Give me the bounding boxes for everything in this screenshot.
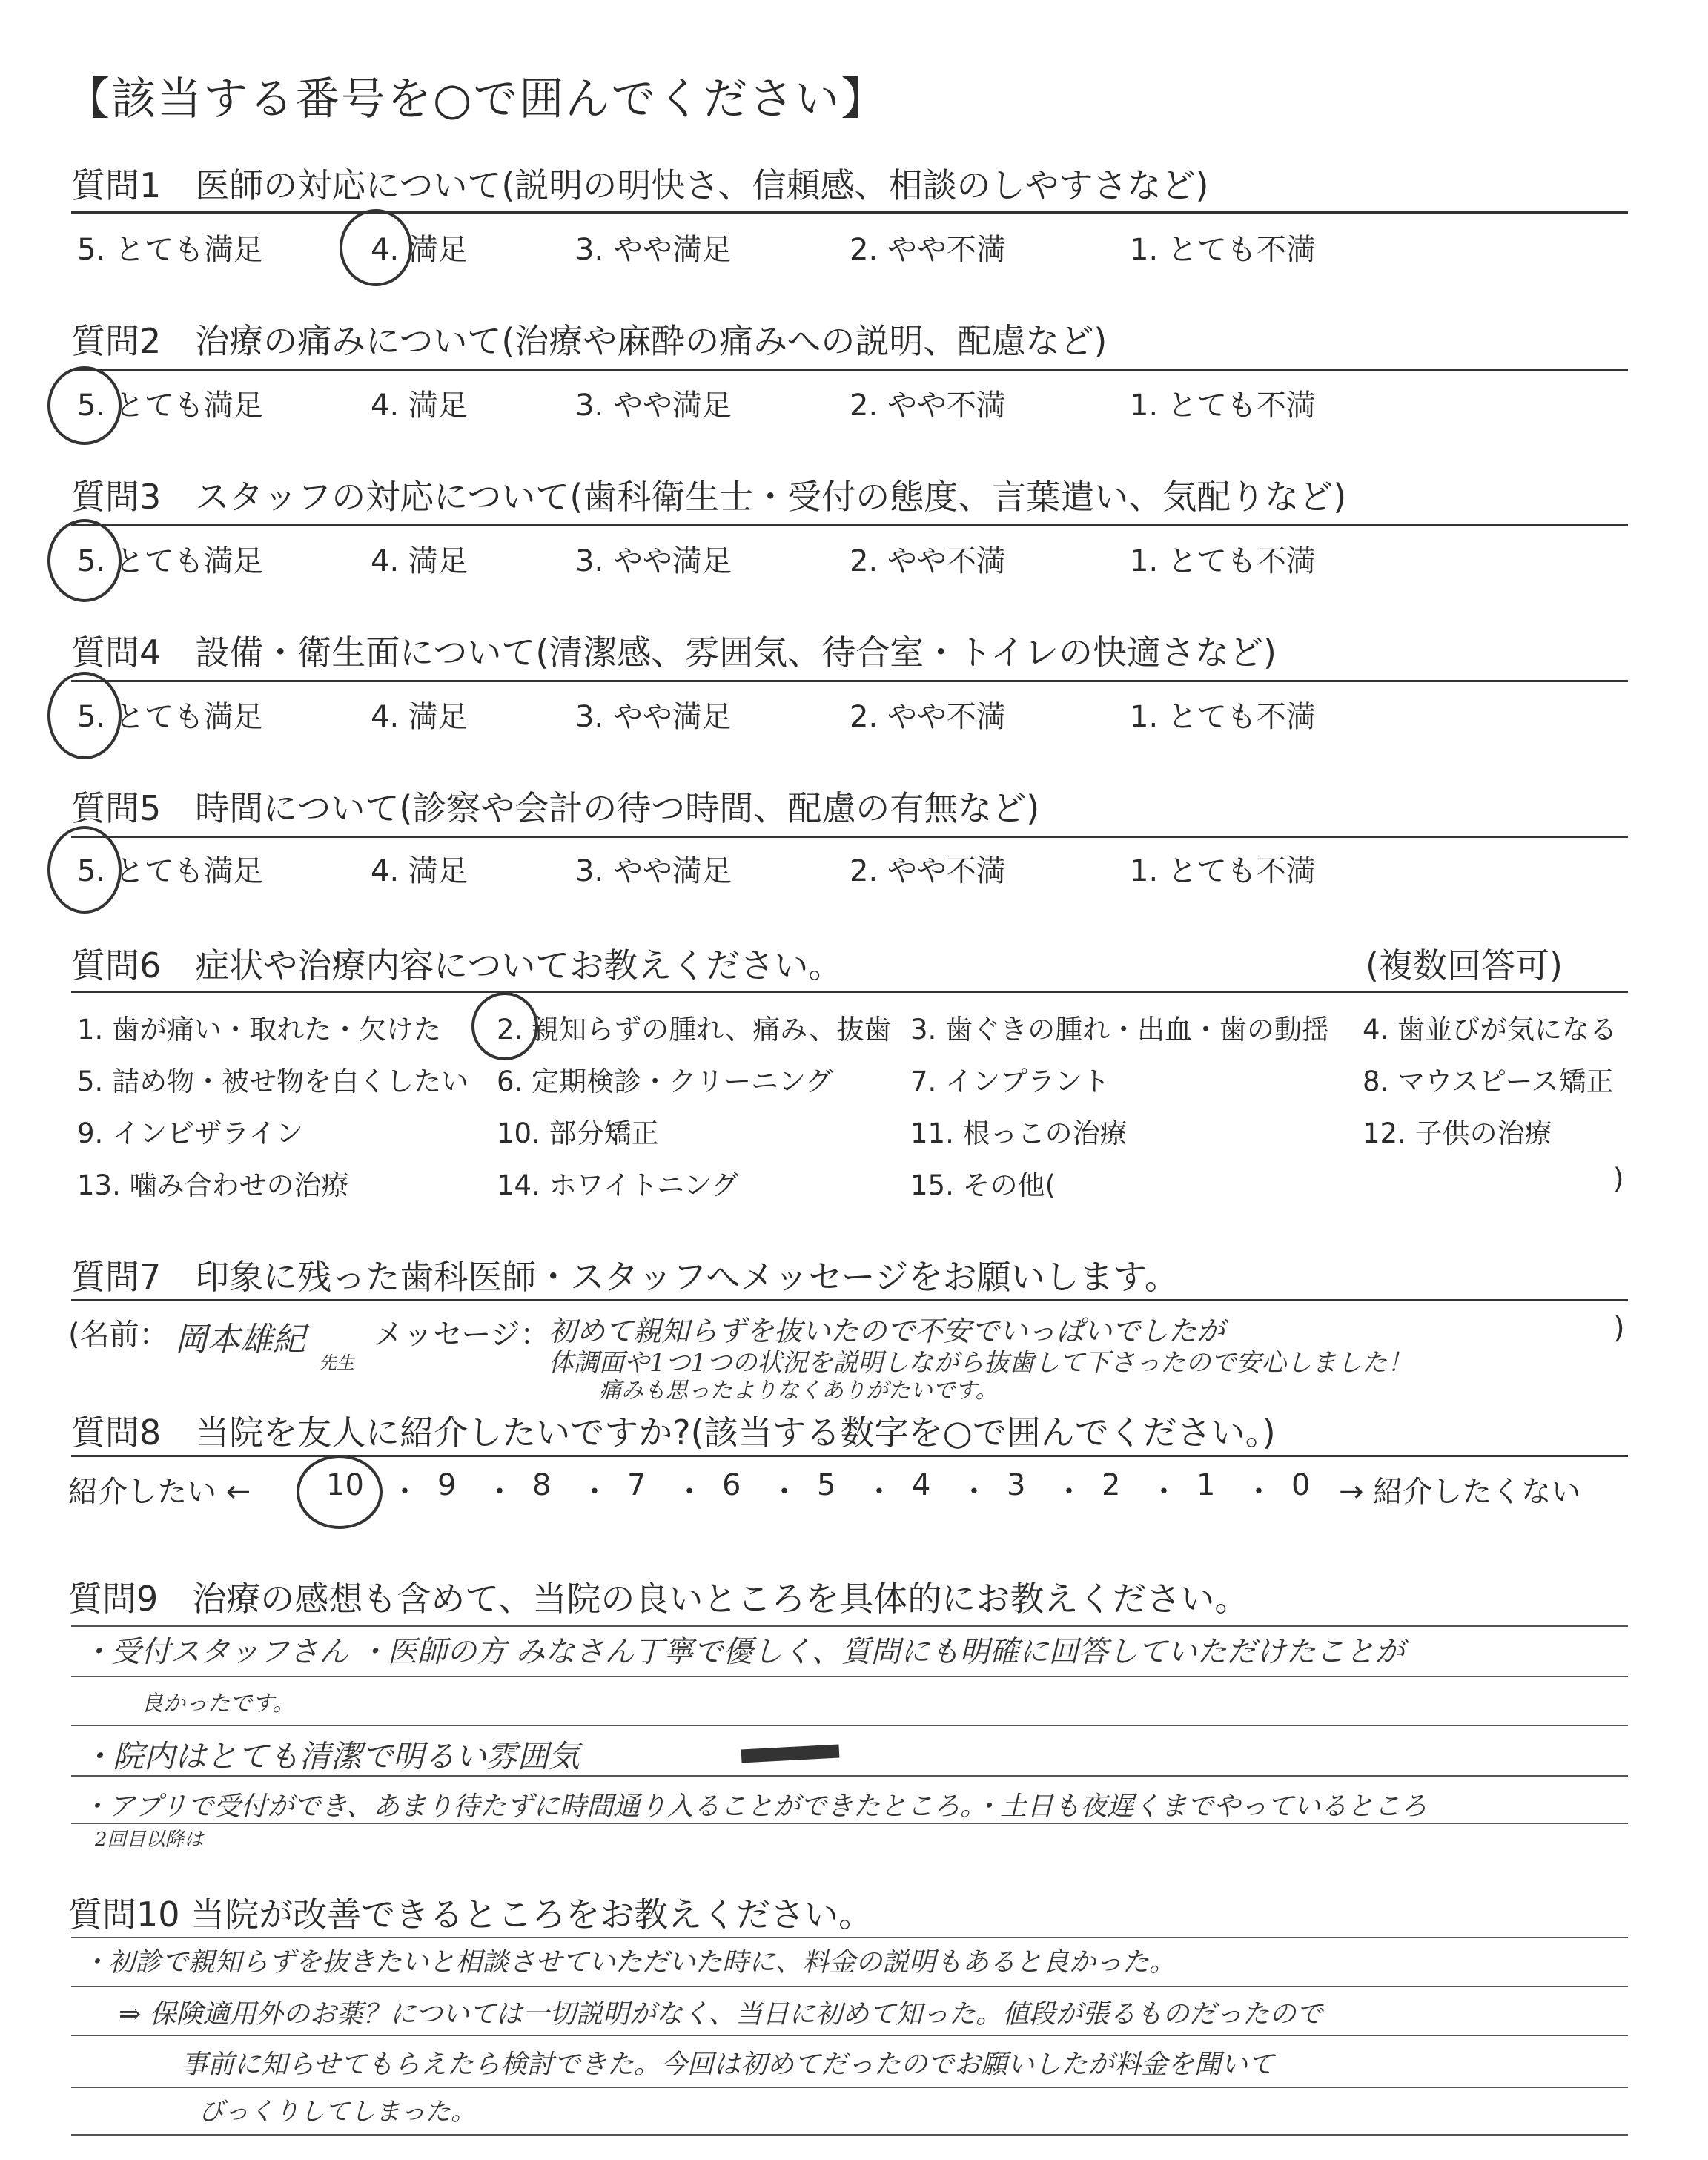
q6-option-11[interactable]: 11. 根っこの治療 <box>910 1117 1128 1149</box>
q6-option-13[interactable]: 13. 噛み合わせの治療 <box>77 1169 349 1201</box>
divider <box>71 1937 1628 1938</box>
q1-option-1[interactable]: 1. とても不満 <box>1130 233 1316 267</box>
scribble-strikeout <box>741 1745 840 1763</box>
divider <box>71 1455 1628 1457</box>
q1-option-3[interactable]: 3. やや満足 <box>575 233 732 267</box>
page-heading: 【該当する番号を○で囲んでください】 <box>65 73 887 125</box>
q6-option-14[interactable]: 14. ホワイトニング <box>497 1169 739 1201</box>
question-1-title: 質問1 医師の対応について(説明の明快さ、信頼感、相談のしやすさなど) <box>71 165 1209 205</box>
q2-option-2[interactable]: 2. やや不満 <box>850 389 1006 423</box>
q4-option-3[interactable]: 3. やや満足 <box>575 700 732 734</box>
q2-selection-circle <box>47 366 122 445</box>
q7-name-suffix: 先生 <box>319 1353 354 1373</box>
answer-rule <box>71 2035 1628 2036</box>
q8-right-label: → 紹介したくない <box>1339 1475 1581 1509</box>
question-9-title: 質問9 治療の感想も含めて、当院の良いところを具体的にお教えください。 <box>68 1579 1249 1619</box>
q6-option-12[interactable]: 12. 子供の治療 <box>1363 1117 1552 1149</box>
divider <box>71 680 1628 682</box>
q2-option-5[interactable]: 5. とても満足 <box>77 389 263 423</box>
q7-close-paren: ) <box>1613 1311 1625 1345</box>
q8-number-6[interactable]: 6 <box>722 1468 741 1502</box>
q3-option-3[interactable]: 3. やや満足 <box>575 544 732 578</box>
q9-answer-line-4[interactable]: ・アプリで受付ができ、あまり待たずに時間通り入ることができたところ。・土日も夜遅くまでやっているところ <box>82 1791 1428 1822</box>
q7-message-line-3[interactable]: 痛みも思ったよりなくありがたいです。 <box>599 1378 998 1404</box>
q8-number-3[interactable]: 3 <box>1007 1468 1026 1502</box>
q10-answer-line-4[interactable]: びっくりしてしまった。 <box>199 2097 476 2127</box>
q3-selection-circle <box>47 519 122 602</box>
divider <box>71 211 1628 214</box>
q8-number-10[interactable]: 10 <box>326 1468 364 1502</box>
q4-option-4[interactable]: 4. 満足 <box>371 700 468 734</box>
q6-option-2[interactable]: 2. 親知らずの腫れ、痛み、抜歯 <box>497 1014 892 1046</box>
q6-option-6[interactable]: 6. 定期検診・クリーニング <box>497 1066 833 1097</box>
q6-selection-circle <box>471 992 538 1060</box>
q5-option-5[interactable]: 5. とても満足 <box>77 854 263 888</box>
q8-dot: ・ <box>1054 1475 1084 1509</box>
q7-message-label: メッセージ： <box>374 1318 550 1352</box>
q8-number-2[interactable]: 2 <box>1102 1468 1121 1502</box>
q5-option-4[interactable]: 4. 満足 <box>371 854 468 888</box>
q10-answer-line-3[interactable]: 事前に知らせてもらえたら検討できた。今回は初めてだったのでお願いしたが料金を聞いて <box>181 2050 1274 2080</box>
q8-dot: ・ <box>580 1475 609 1509</box>
question-4-title: 質問4 設備・衛生面について(清潔感、雰囲気、待合室・トイレの快適さなど) <box>71 633 1277 673</box>
answer-rule <box>71 2134 1628 2136</box>
q6-option-5[interactable]: 5. 詰め物・被せ物を白くしたい <box>77 1066 469 1097</box>
answer-rule <box>71 1725 1628 1726</box>
question-7-title: 質問7 印象に残った歯科医師・スタッフへメッセージをお願いします。 <box>71 1257 1179 1297</box>
q8-number-8[interactable]: 8 <box>532 1468 552 1502</box>
q8-dot: ・ <box>959 1475 989 1509</box>
q6-option-15[interactable]: 15. その他( <box>910 1169 1056 1201</box>
q1-option-4[interactable]: 4. 満足 <box>371 233 468 267</box>
answer-rule <box>71 2087 1628 2088</box>
divider <box>71 369 1628 371</box>
q8-dot: ・ <box>769 1475 799 1509</box>
q8-number-5[interactable]: 5 <box>817 1468 836 1502</box>
question-3-title: 質問3 スタッフの対応について(歯科衛生士・受付の態度、言葉遣い、気配りなど) <box>71 477 1347 517</box>
q8-dot: ・ <box>864 1475 894 1509</box>
q1-option-5[interactable]: 5. とても満足 <box>77 233 263 267</box>
q4-option-1[interactable]: 1. とても不満 <box>1130 700 1316 734</box>
divider <box>71 836 1628 838</box>
q6-option-15-close: ) <box>1613 1163 1624 1195</box>
answer-rule <box>71 1676 1628 1677</box>
q2-option-3[interactable]: 3. やや満足 <box>575 389 732 423</box>
q3-option-4[interactable]: 4. 満足 <box>371 544 468 578</box>
q4-option-5[interactable]: 5. とても満足 <box>77 700 263 734</box>
question-6-note: (複数回答可) <box>1366 945 1563 985</box>
q6-option-3[interactable]: 3. 歯ぐきの腫れ・出血・歯の動揺 <box>910 1014 1330 1046</box>
q7-name-label: (名前： <box>68 1318 169 1352</box>
q1-option-2[interactable]: 2. やや不満 <box>850 233 1006 267</box>
q9-answer-line-2[interactable]: 良かったです。 <box>141 1691 295 1717</box>
q7-message-line-2[interactable]: 体調面や1つ1つの状況を説明しながら抜歯して下さったので安心しました！ <box>549 1348 1413 1378</box>
q6-option-10[interactable]: 10. 部分矯正 <box>497 1117 659 1149</box>
answer-rule <box>71 1986 1628 1987</box>
q9-answer-line-3[interactable]: ・院内はとても清潔で明るい雰囲気 <box>82 1738 580 1774</box>
question-2-title: 質問2 治療の痛みについて(治療や麻酔の痛みへの説明、配慮など) <box>71 321 1108 361</box>
q4-selection-circle <box>47 672 122 759</box>
q5-option-2[interactable]: 2. やや不満 <box>850 854 1006 888</box>
q5-option-1[interactable]: 1. とても不満 <box>1130 854 1316 888</box>
q9-answer-line-1[interactable]: ・受付スタッフさん ・医師の方 みなさん丁寧で優しく、質問にも明確に回答していただけたことが <box>82 1635 1405 1669</box>
q8-number-0[interactable]: 0 <box>1291 1468 1311 1502</box>
q6-option-7[interactable]: 7. インプラント <box>910 1066 1110 1097</box>
q3-option-2[interactable]: 2. やや不満 <box>850 544 1006 578</box>
question-8-title: 質問8 当院を友人に紹介したいですか?(該当する数字を○で囲んでください。) <box>71 1413 1276 1453</box>
question-6-title: 質問6 症状や治療内容についてお教えください。 <box>71 945 843 985</box>
q8-number-7[interactable]: 7 <box>627 1468 646 1502</box>
q8-left-label: 紹介したい ← <box>68 1475 251 1509</box>
q8-number-1[interactable]: 1 <box>1196 1468 1216 1502</box>
q5-option-3[interactable]: 3. やや満足 <box>575 854 732 888</box>
q7-message-line-1[interactable]: 初めて親知らずを抜いたので不安でいっぱいでしたが <box>549 1315 1225 1347</box>
divider <box>71 524 1628 526</box>
q2-option-4[interactable]: 4. 満足 <box>371 389 468 423</box>
q8-dot: ・ <box>675 1475 704 1509</box>
q6-option-8[interactable]: 8. マウスピース矯正 <box>1363 1066 1614 1097</box>
q6-option-9[interactable]: 9. インビザライン <box>77 1117 303 1149</box>
divider <box>71 1299 1628 1301</box>
q4-option-2[interactable]: 2. やや不満 <box>850 700 1006 734</box>
q6-option-4[interactable]: 4. 歯並びが気になる <box>1363 1014 1618 1046</box>
answer-rule <box>71 1775 1628 1777</box>
q8-dot: ・ <box>1244 1475 1274 1509</box>
q8-selection-circle <box>297 1455 383 1529</box>
divider <box>71 991 1628 993</box>
question-10-title: 質問10 当院が改善できるところをお教えください。 <box>68 1895 873 1935</box>
q5-selection-circle <box>47 826 122 914</box>
q8-dot: ・ <box>390 1475 420 1509</box>
question-5-title: 質問5 時間について(診察や会計の待つ時間、配慮の有無など) <box>71 788 1040 828</box>
q8-number-4[interactable]: 4 <box>912 1468 931 1502</box>
q8-dot: ・ <box>485 1475 514 1509</box>
q6-option-1[interactable]: 1. 歯が痛い・取れた・欠けた <box>77 1014 442 1046</box>
q10-answer-line-1[interactable]: ・初診で親知らずを抜きたいと相談させていただいた時に、料金の説明もあると良かった。 <box>82 1947 1176 1978</box>
q3-option-1[interactable]: 1. とても不満 <box>1130 544 1316 578</box>
q7-name-value[interactable]: 岡本雄紀 <box>175 1321 305 1358</box>
q3-option-5[interactable]: 5. とても満足 <box>77 544 263 578</box>
q2-option-1[interactable]: 1. とても不満 <box>1130 389 1316 423</box>
q10-answer-line-2[interactable]: ⇒ 保険適用外のお薬？については一切説明がなく、当日に初めて知った。値段が張るものだったので <box>119 1999 1323 2029</box>
answer-rule <box>71 1823 1628 1824</box>
q1-selection-circle <box>340 209 412 286</box>
q8-dot: ・ <box>1149 1475 1179 1509</box>
q9-answer-line-5[interactable]: 2回目以降は <box>95 1829 204 1851</box>
q8-number-9[interactable]: 9 <box>437 1468 457 1502</box>
divider <box>71 1625 1628 1627</box>
